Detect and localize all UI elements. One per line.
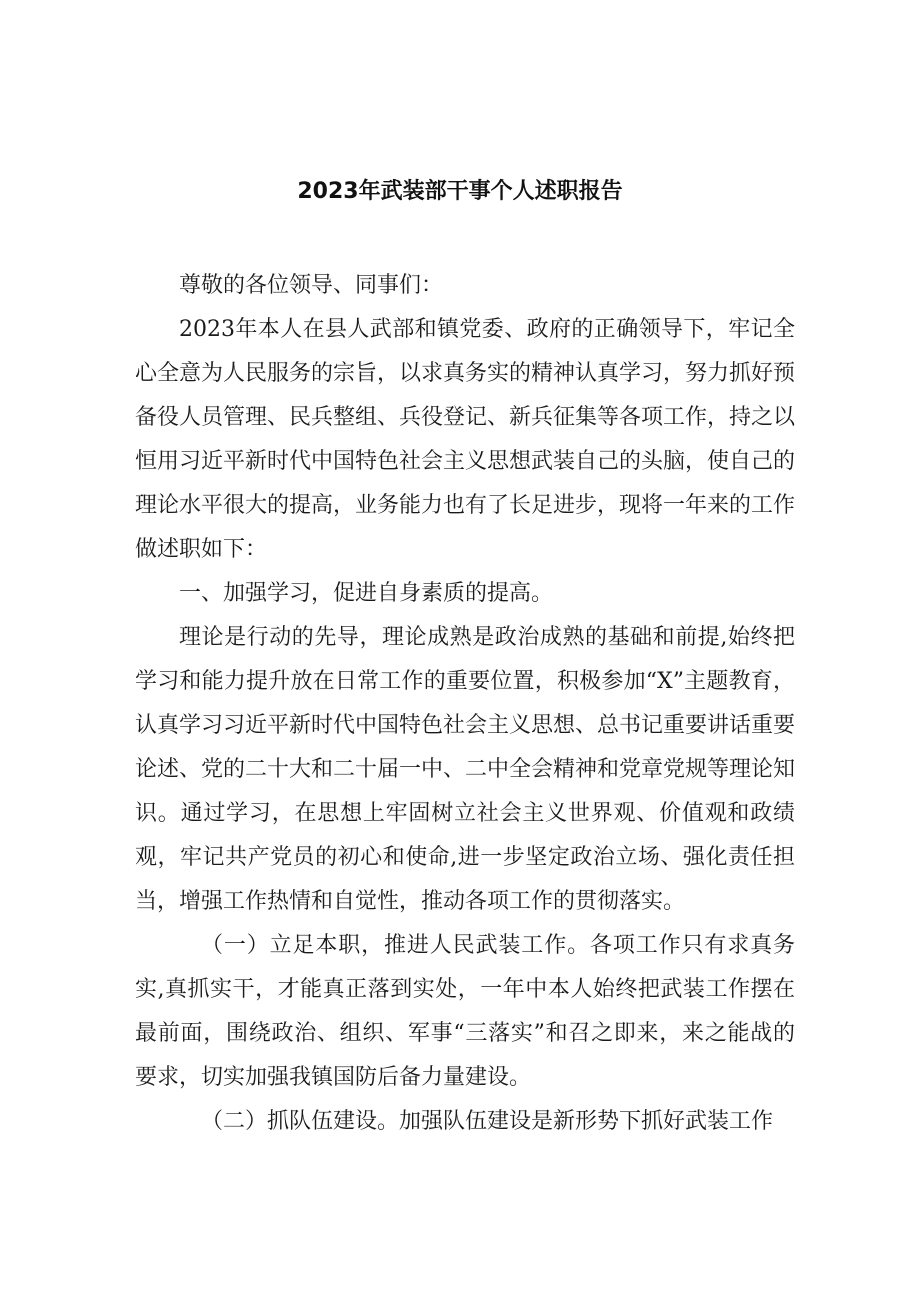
- document-body: [135, 264, 795, 1144]
- section-heading-1: 一、加强学习，促进自身素质的提高。: [179, 581, 554, 606]
- paragraph-intro: 2023年本人在县人武部和镇党委、政府的正确领导下，牢记全心全意为人民服务的宗旨，以求真务实的精神认真学习，努力抓好预备役人员管理、民兵整组、兵役登记、新兵征集等各项工作，持之以恒用习近平新时代中国特色社会主义思想武装自己的头脑，使自己的理论水平很大的提高，业务能力也有了长足进步，现将一年来的工作做述职如下：: [135, 317, 796, 562]
- paragraph-theory: 理论是行动的先导，理论成熟是政治成熟的基础和前提,始终把学习和能力提升放在日常工作的重要位置，积极参加“X”主题教育，认真学习习近平新时代中国特色社会主义思想、总书记重要讲话重要论述、党的二十大和二十届一中、二中全会精神和党章党规等理论知识。通过学习，在思想上牢固树立社会主义世界观、价值观和政绩观，牢记共产党员的初心和使命,进一步坚定政治立场、强化责任担当，增强工作热情和自觉性，推动各项工作的贯彻落实。: [135, 625, 796, 914]
- paragraph-subsection-2: （二）抓队伍建设。加强队伍建设是新形势下抓好武装工作: [201, 1109, 774, 1134]
- paragraph-subsection-1: （一）立足本职，推进人民武装工作。各项工作只有求真务实,真抓实干，才能真正落到实处，一年中本人始终把武装工作摆在最前面，围绕政治、组织、军事“三落实”和召之即来，来之能战的要求，切实加强我镇国防后备力量建设。: [135, 933, 795, 1090]
- salutation: 尊敬的各位领导、同事们：: [179, 273, 444, 298]
- document-title: 2023年武装部干事个人述职报告: [297, 179, 623, 204]
